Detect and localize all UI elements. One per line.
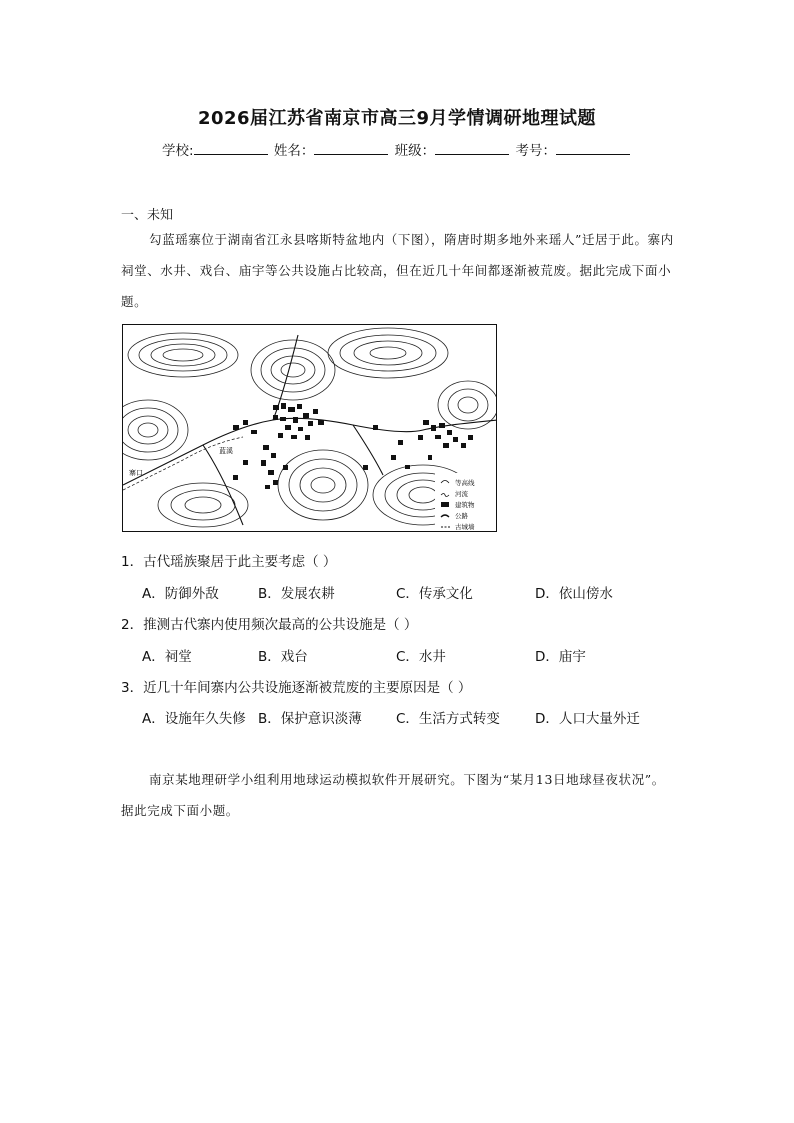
legend-building-icon — [441, 502, 449, 507]
exam-number-label: 考号： — [515, 143, 556, 159]
name-label: 姓名： — [273, 143, 315, 159]
q1-option-a[interactable]: A．防御外敌 — [142, 586, 219, 602]
legend-river: 河流 — [455, 490, 468, 498]
q2-option-b[interactable]: B．戏台 — [258, 649, 308, 665]
map-svg — [123, 325, 497, 532]
student-info-line — [0, 139, 794, 159]
school-label: 学校: — [162, 143, 194, 159]
q3-option-a[interactable]: A．设施年久失修 — [142, 711, 246, 727]
legend-building: 建筑物 — [455, 501, 475, 509]
section1-intro-text: 勾蓝瑶寨位于湖南省江永县喀斯特盆地内（下图），隋唐时期多地外来瑶人”迁居于此。寨内祠堂、水井、戏台、庙宇等公共设施占比较高，但在近几十年间都逐渐被荒废。据此完成下面小题。 — [121, 232, 674, 309]
map-legend — [435, 473, 497, 531]
q1-option-d[interactable]: D．依山傍水 — [535, 586, 613, 602]
section2-intro — [121, 764, 677, 826]
q2-option-c[interactable]: C．水井 — [396, 649, 446, 665]
q3-option-d[interactable]: D．人口大量外迁 — [535, 711, 640, 727]
section2-intro-text: 南京某地理研学小组利用地球运动模拟软件开展研究。下图为“某月13日地球昼夜状况”。据此完成下面小题。 — [121, 772, 665, 818]
class-label: 班级： — [394, 143, 436, 159]
legend-contour: 等高线 — [455, 479, 475, 487]
q3-option-b[interactable]: B．保护意识淡薄 — [258, 711, 362, 727]
question-1-stem: 1．古代瑶族聚居于此主要考虑（ ） — [121, 554, 337, 570]
class-blank[interactable] — [435, 140, 509, 155]
exam-title: 2026届江苏省南京市高三9月学情调研地理试题 — [197, 108, 597, 129]
place-label-zhaikou: 寨口 — [129, 469, 143, 477]
exam-number-blank[interactable] — [556, 140, 630, 155]
q2-option-d[interactable]: D．庙宇 — [535, 649, 586, 665]
q3-option-c[interactable]: C．生活方式转变 — [396, 711, 500, 727]
legend-road: 公路 — [455, 512, 468, 520]
school-blank[interactable] — [194, 140, 268, 155]
q1-option-b[interactable]: B．发展农耕 — [258, 586, 335, 602]
q1-option-c[interactable]: C．传承文化 — [396, 586, 473, 602]
question-3-stem: 3．近几十年间寨内公共设施逐渐被荒废的主要原因是（ ） — [121, 680, 472, 696]
village-topographic-map — [122, 324, 497, 532]
section-heading: 一、未知 — [121, 208, 174, 223]
section1-intro — [121, 224, 677, 317]
name-blank[interactable] — [314, 140, 388, 155]
q2-option-a[interactable]: A．祠堂 — [142, 649, 192, 665]
question-2-stem: 2．推测古代寨内使用频次最高的公共设施是（ ） — [121, 617, 418, 633]
legend-wall: 古城墙 — [455, 523, 475, 531]
place-label-lanxi: 蓝溪 — [219, 447, 233, 455]
